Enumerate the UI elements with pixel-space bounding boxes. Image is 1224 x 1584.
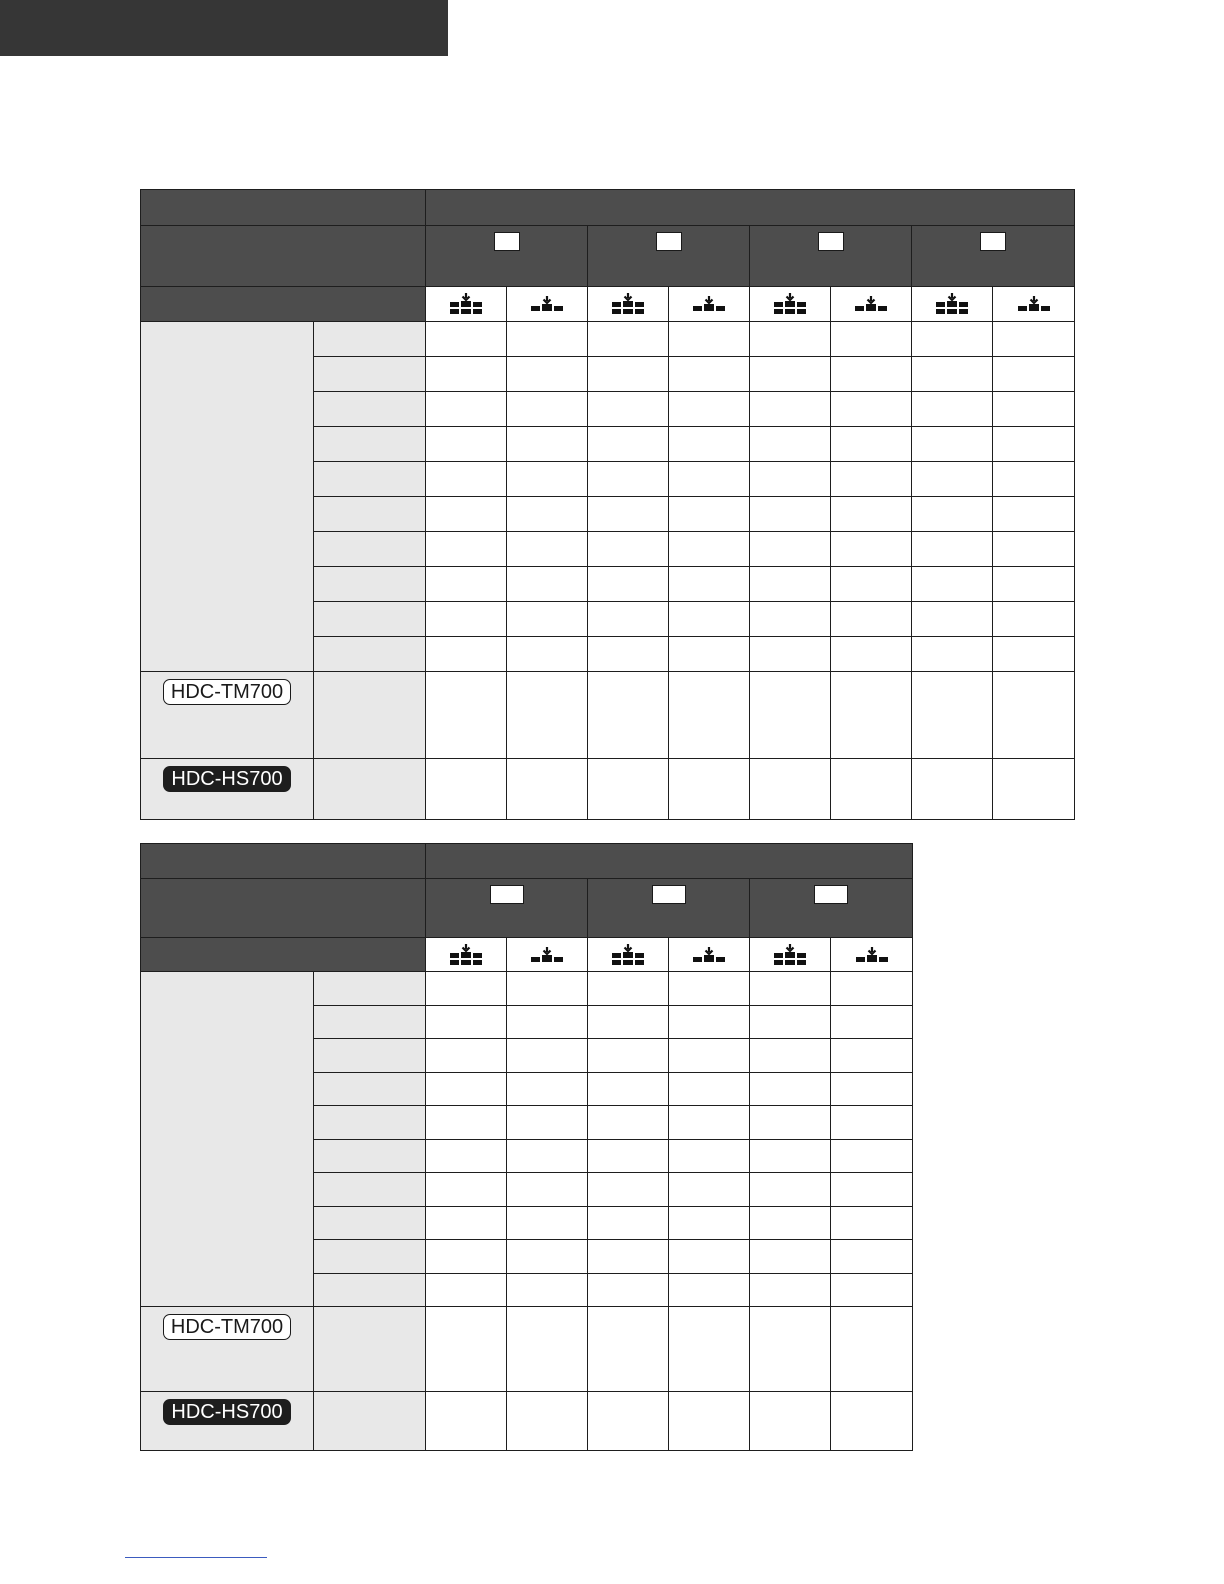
table2-mode-2 bbox=[588, 879, 750, 938]
table2-mode-1 bbox=[426, 879, 588, 938]
table2-model-tm700-cell bbox=[141, 1307, 314, 1392]
model-hs700-label: HDC-HS700 bbox=[163, 1399, 291, 1425]
table1-mode-1 bbox=[426, 226, 588, 287]
table2-icon-row bbox=[141, 938, 913, 972]
table2-header-label bbox=[141, 844, 426, 879]
stack-small-icon bbox=[507, 287, 588, 322]
spec-table-2 bbox=[140, 843, 913, 1451]
table1-header-label bbox=[141, 190, 426, 226]
stack-small-icon bbox=[669, 938, 750, 972]
mode-box bbox=[656, 232, 682, 251]
table2-header-span bbox=[426, 844, 913, 879]
table1-icon-label bbox=[141, 287, 426, 322]
model-hs700-label: HDC-HS700 bbox=[163, 766, 291, 792]
table2-icon-label bbox=[141, 938, 426, 972]
table-row bbox=[141, 1307, 913, 1392]
table1-mode-label bbox=[141, 226, 426, 287]
table1-mode-4 bbox=[912, 226, 1075, 287]
table2-model-hs700-cell bbox=[141, 1392, 314, 1451]
stack-small-icon bbox=[669, 287, 750, 322]
stack-small-icon bbox=[831, 287, 912, 322]
model-tm700-label: HDC-TM700 bbox=[163, 1314, 291, 1340]
table-row bbox=[141, 672, 1075, 759]
table-row bbox=[141, 322, 1075, 357]
table1-model-tm700-cell bbox=[141, 672, 314, 759]
page-header-bar bbox=[0, 0, 448, 56]
table1-icon-row bbox=[141, 287, 1075, 322]
stack-large-icon bbox=[588, 287, 669, 322]
mode-box bbox=[980, 232, 1006, 251]
stack-large-icon bbox=[588, 938, 669, 972]
mode-box bbox=[494, 232, 520, 251]
table2-mode-3 bbox=[750, 879, 913, 938]
table-row bbox=[141, 972, 913, 1006]
spec-table-1 bbox=[140, 189, 1075, 820]
table1-mode-2 bbox=[588, 226, 750, 287]
stack-large-icon bbox=[912, 287, 993, 322]
table1-group-label bbox=[141, 322, 314, 672]
mode-box bbox=[814, 885, 848, 904]
mode-box bbox=[490, 885, 524, 904]
stack-large-icon bbox=[426, 938, 507, 972]
stack-large-icon bbox=[750, 938, 831, 972]
stack-large-icon bbox=[750, 287, 831, 322]
footer-link-underline bbox=[125, 1557, 267, 1558]
stack-small-icon bbox=[831, 938, 913, 972]
stack-large-icon bbox=[426, 287, 507, 322]
table-row bbox=[141, 759, 1075, 820]
table1-model-hs700-cell bbox=[141, 759, 314, 820]
mode-box bbox=[818, 232, 844, 251]
table-row bbox=[141, 1392, 913, 1451]
mode-box bbox=[652, 885, 686, 904]
model-tm700-label: HDC-TM700 bbox=[163, 679, 291, 705]
table2-group-label bbox=[141, 972, 314, 1307]
table1-header-span bbox=[426, 190, 1075, 226]
stack-small-icon bbox=[507, 938, 588, 972]
table1-mode-3 bbox=[750, 226, 912, 287]
table2-mode-label bbox=[141, 879, 426, 938]
stack-small-icon bbox=[993, 287, 1075, 322]
